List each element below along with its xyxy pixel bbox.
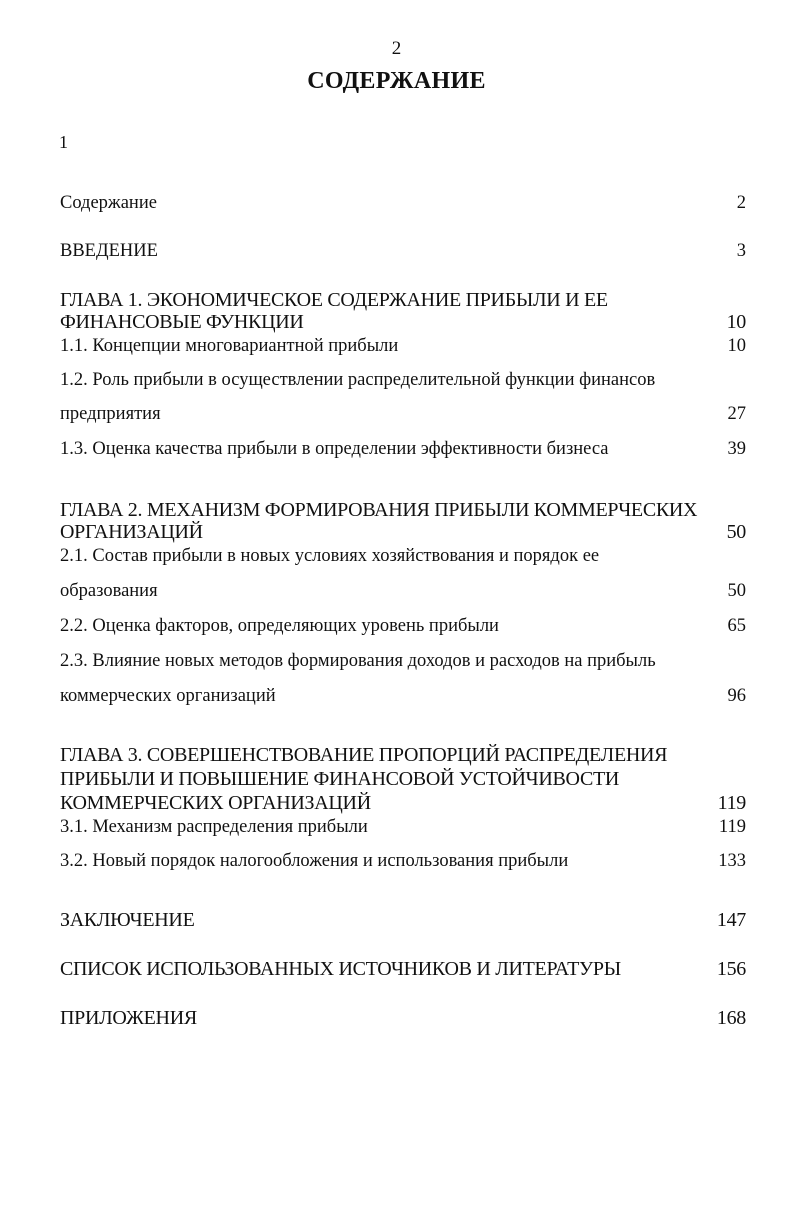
toc-section-1-2-line1[interactable] xyxy=(60,368,746,392)
toc-entry-conclusion[interactable] xyxy=(60,908,746,932)
toc-chapter-3-title-line3[interactable]: КОММЕРЧЕСКИХ ОРГАНИЗАЦИЙ 119 xyxy=(60,792,746,814)
toc-entry-text: образования xyxy=(60,581,158,601)
toc-section-2-1-line1[interactable] xyxy=(60,544,746,568)
toc-section-2-1-line2[interactable] xyxy=(60,579,746,603)
toc-entry-page: 10 xyxy=(727,336,746,356)
toc-entry-page: 50 xyxy=(727,581,746,601)
toc-section-3-2[interactable] xyxy=(60,849,746,873)
toc-entry-text: 2.1. Состав прибыли в новых условиях хозяйствования и порядок ее xyxy=(60,546,600,566)
toc-section-2-3-line1[interactable] xyxy=(60,649,746,673)
toc-entry-page: 10 xyxy=(726,311,746,333)
toc-section-2-2[interactable] xyxy=(60,614,746,638)
toc-entry-page: 119 xyxy=(718,817,746,837)
toc-entry-page: 27 xyxy=(727,404,746,424)
toc-chapter-3-title-line2[interactable]: ПРИБЫЛИ И ПОВЫШЕНИЕ ФИНАНСОВОЙ УСТОЙЧИВОСТИ xyxy=(60,768,620,790)
toc-entry-contents[interactable] xyxy=(60,191,746,215)
toc-chapter-1-title-line2[interactable]: ФИНАНСОВЫЕ ФУНКЦИИ 10 xyxy=(60,311,746,333)
toc-entry-page: 39 xyxy=(727,439,746,459)
toc-entry-text: Содержание xyxy=(60,193,157,213)
toc-entry-intro[interactable] xyxy=(60,239,746,263)
toc-entry-page: 50 xyxy=(726,521,746,543)
toc-section-1-3[interactable] xyxy=(60,437,746,461)
toc-entry-page: 3 xyxy=(736,241,746,261)
toc-entry-text: 3.1. Механизм распределения прибыли xyxy=(60,817,368,837)
toc-entry-text: ПРИЛОЖЕНИЯ xyxy=(60,1007,197,1029)
toc-chapter-3-title-line1[interactable]: ГЛАВА 3. СОВЕРШЕНСТВОВАНИЕ ПРОПОРЦИЙ РАСПРЕДЕЛЕНИЯ xyxy=(60,744,668,766)
toc-entry-page: 119 xyxy=(717,792,746,814)
toc-entry-text: 3.2. Новый порядок налогообложения и использования прибыли xyxy=(60,851,569,871)
toc-entry-page: 133 xyxy=(718,851,746,871)
stray-mark: 1 xyxy=(59,132,68,152)
toc-section-3-1[interactable] xyxy=(60,815,746,839)
page-number: 2 xyxy=(391,38,402,59)
toc-entry-page: 147 xyxy=(716,909,746,931)
toc-entry-text: СПИСОК ИСПОЛЬЗОВАННЫХ ИСТОЧНИКОВ И ЛИТЕРАТУРЫ xyxy=(60,958,621,980)
toc-entry-text: 1.2. Роль прибыли в осуществлении распределительной функции финансов xyxy=(60,370,656,390)
toc-entry-text: 1.1. Концепции многовариантной прибыли xyxy=(60,336,399,356)
toc-entry-text: коммерческих организаций xyxy=(60,686,276,706)
toc-chapter-2-title-line1[interactable]: ГЛАВА 2. МЕХАНИЗМ ФОРМИРОВАНИЯ ПРИБЫЛИ КОММЕРЧЕСКИХ xyxy=(60,499,698,521)
toc-entry-page: 168 xyxy=(716,1007,746,1029)
toc-entry-page: 96 xyxy=(727,686,746,706)
toc-section-1-2-line2[interactable] xyxy=(60,402,746,426)
toc-entry-page: 65 xyxy=(727,616,746,636)
toc-entry-text: предприятия xyxy=(60,404,161,424)
page-title: СОДЕРЖАНИЕ xyxy=(307,68,486,94)
toc-chapter-2-title-line2[interactable]: ОРГАНИЗАЦИЙ 50 xyxy=(60,521,746,543)
toc-entry-text: ВВЕДЕНИЕ xyxy=(60,241,158,261)
toc-entry-page: 156 xyxy=(716,958,746,980)
toc-entry-page: 2 xyxy=(736,193,746,213)
toc-entry-text: 2.2. Оценка факторов, определяющих уровень прибыли xyxy=(60,616,499,636)
toc-entry-appendices[interactable] xyxy=(60,1006,746,1030)
toc-entry-text: 1.3. Оценка качества прибыли в определении эффективности бизнеса xyxy=(60,439,609,459)
toc-entry-text: 2.3. Влияние новых методов формирования доходов и расходов на прибыль xyxy=(60,651,656,671)
toc-section-2-3-line2[interactable] xyxy=(60,684,746,708)
toc-entry-references[interactable] xyxy=(60,957,746,981)
toc-entry-text: ЗАКЛЮЧЕНИЕ xyxy=(60,909,195,931)
toc-chapter-1-title-line1[interactable]: ГЛАВА 1. ЭКОНОМИЧЕСКОЕ СОДЕРЖАНИЕ ПРИБЫЛИ И ЕЕ xyxy=(60,289,608,311)
toc-section-1-1[interactable] xyxy=(60,334,746,358)
